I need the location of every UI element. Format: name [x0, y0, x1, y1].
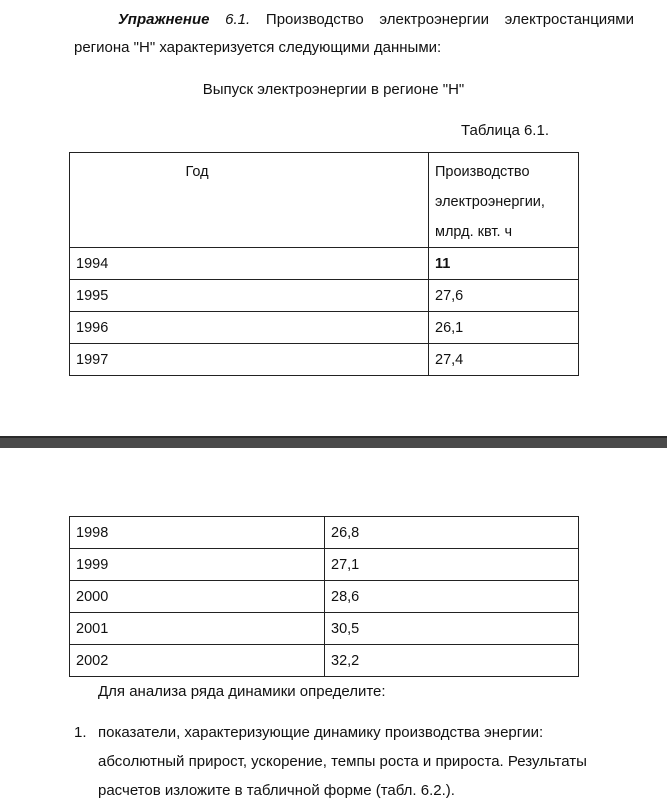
table-row [70, 344, 579, 376]
value-cell: 32,2 [325, 645, 579, 677]
value-cell: 30,5 [325, 613, 579, 645]
table-number: Таблица 6.1. [460, 122, 549, 139]
analysis-intro: Для анализа ряда динамики определите: [98, 683, 386, 700]
value-cell: 26,1 [429, 312, 579, 344]
value-cell: 27,6 [429, 280, 579, 312]
exercise-label: Упражнение [118, 11, 210, 28]
list-item-text: показатели, характеризующие динамику производства энергии: абсолютный прирост, ускорение, темпы роста и прироста. Результаты расчетов изложите в табличной форме (табл. 6.2.). [98, 724, 587, 799]
exercise-paragraph [74, 6, 634, 62]
value-cell: 26,8 [325, 517, 579, 549]
exercise-number: 6.1. [225, 11, 251, 28]
table-row [70, 581, 579, 613]
header-year: Год [70, 153, 429, 248]
value-cell: 28,6 [325, 581, 579, 613]
value-cell: 11 [429, 248, 579, 280]
year-cell: 2001 [70, 613, 325, 645]
list-item-number: 1. [74, 724, 87, 741]
year-cell: 1997 [70, 344, 429, 376]
year-cell: 2000 [70, 581, 325, 613]
table-row [70, 645, 579, 677]
year-cell: 2002 [70, 645, 325, 677]
table-header-row [70, 153, 579, 248]
value-cell: 27,1 [325, 549, 579, 581]
table-row [70, 280, 579, 312]
year-cell: 1999 [70, 549, 325, 581]
exercise-text: Производство электроэнергии электростанциями региона "Н" характеризуется следующими данными: [74, 11, 634, 56]
year-cell: 1998 [70, 517, 325, 549]
table-row [70, 549, 579, 581]
header-production: Производство электроэнергии, млрд. квт. ч [429, 153, 579, 248]
table-row [70, 248, 579, 280]
year-cell: 1996 [70, 312, 429, 344]
table-row [70, 312, 579, 344]
table-row [70, 613, 579, 645]
list-item [74, 718, 614, 805]
page-separator [0, 436, 667, 448]
value-cell: 27,4 [429, 344, 579, 376]
year-cell: 1995 [70, 280, 429, 312]
year-cell: 1994 [70, 248, 429, 280]
data-table-part-1 [69, 152, 579, 376]
table-row [70, 517, 579, 549]
data-table-part-2 [69, 516, 579, 677]
table-caption: Выпуск электроэнергии в регионе "Н" [202, 81, 465, 98]
